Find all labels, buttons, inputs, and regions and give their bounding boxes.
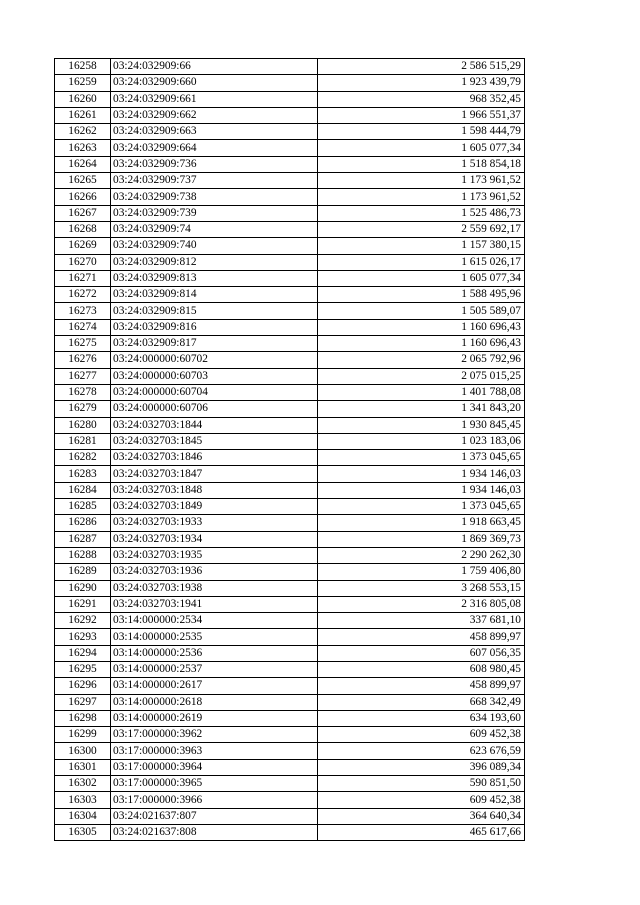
value-cell: 668 342,49 [318,694,525,710]
cadastral-number-cell: 03:14:000000:2535 [111,629,318,645]
table-row [55,645,525,661]
value-cell: 1 173 961,52 [318,173,525,189]
value-cell: 1 923 439,79 [318,75,525,91]
value-cell: 2 065 792,96 [318,352,525,368]
table-row [55,482,525,498]
value-cell: 1 918 663,45 [318,515,525,531]
table-row [55,776,525,792]
row-number-cell: 16305 [55,824,111,840]
cadastral-number-cell: 03:24:032909:736 [111,156,318,172]
value-cell: 2 075 015,25 [318,368,525,384]
cadastral-number-cell: 03:24:032909:815 [111,303,318,319]
table-row [55,613,525,629]
table-row [55,205,525,221]
value-cell: 607 056,35 [318,645,525,661]
row-number-cell: 16268 [55,221,111,237]
row-number-cell: 16303 [55,792,111,808]
row-number-cell: 16283 [55,466,111,482]
value-cell: 1 615 026,17 [318,254,525,270]
cadastral-number-cell: 03:24:032703:1935 [111,547,318,563]
row-number-cell: 16269 [55,238,111,254]
cadastral-number-cell: 03:24:032703:1846 [111,450,318,466]
row-number-cell: 16293 [55,629,111,645]
table-row [55,792,525,808]
table-row [55,107,525,123]
cadastral-number-cell: 03:24:032909:740 [111,238,318,254]
value-cell: 609 452,38 [318,792,525,808]
cadastral-number-cell: 03:24:032703:1845 [111,433,318,449]
value-cell: 1 598 444,79 [318,124,525,140]
row-number-cell: 16298 [55,710,111,726]
value-cell: 1 160 696,43 [318,336,525,352]
table-row [55,759,525,775]
cadastral-number-cell: 03:24:000000:60704 [111,384,318,400]
table-row [55,678,525,694]
cadastral-number-cell: 03:24:032703:1938 [111,580,318,596]
row-number-cell: 16263 [55,140,111,156]
cadastral-number-cell: 03:24:032909:664 [111,140,318,156]
cadastral-number-cell: 03:24:032909:812 [111,254,318,270]
table-row [55,59,525,75]
table-row [55,596,525,612]
value-cell: 3 268 553,15 [318,580,525,596]
cadastral-number-cell: 03:24:032703:1941 [111,596,318,612]
row-number-cell: 16273 [55,303,111,319]
cadastral-number-cell: 03:24:032909:739 [111,205,318,221]
value-cell: 634 193,60 [318,710,525,726]
cadastral-number-cell: 03:24:032909:814 [111,287,318,303]
cadastral-number-cell: 03:24:032909:660 [111,75,318,91]
document-page [54,58,525,841]
row-number-cell: 16279 [55,401,111,417]
row-number-cell: 16260 [55,91,111,107]
table-row [55,466,525,482]
value-cell: 1 759 406,80 [318,564,525,580]
value-cell: 1 934 146,03 [318,482,525,498]
row-number-cell: 16282 [55,450,111,466]
table-row [55,173,525,189]
cadastral-number-cell: 03:24:032909:661 [111,91,318,107]
row-number-cell: 16301 [55,759,111,775]
row-number-cell: 16281 [55,433,111,449]
value-cell: 1 160 696,43 [318,319,525,335]
cadastral-value-table [54,58,525,841]
row-number-cell: 16289 [55,564,111,580]
value-cell: 609 452,38 [318,727,525,743]
table-row [55,547,525,563]
value-cell: 1 966 551,37 [318,107,525,123]
table-row [55,254,525,270]
row-number-cell: 16274 [55,319,111,335]
value-cell: 1 401 788,08 [318,384,525,400]
row-number-cell: 16272 [55,287,111,303]
value-cell: 458 899,97 [318,629,525,645]
table-row [55,352,525,368]
row-number-cell: 16297 [55,694,111,710]
value-cell: 1 605 077,34 [318,270,525,286]
row-number-cell: 16271 [55,270,111,286]
value-cell: 2 586 515,29 [318,59,525,75]
table-body [55,59,525,841]
table-row [55,564,525,580]
table-row [55,433,525,449]
value-cell: 458 899,97 [318,678,525,694]
cadastral-number-cell: 03:14:000000:2619 [111,710,318,726]
table-row [55,303,525,319]
table-row [55,824,525,840]
cadastral-number-cell: 03:24:000000:60702 [111,352,318,368]
row-number-cell: 16265 [55,173,111,189]
table-row [55,189,525,205]
table-row [55,499,525,515]
table-row [55,319,525,335]
table-row [55,221,525,237]
row-number-cell: 16259 [55,75,111,91]
table-row [55,156,525,172]
value-cell: 1 525 486,73 [318,205,525,221]
row-number-cell: 16286 [55,515,111,531]
cadastral-number-cell: 03:24:032703:1933 [111,515,318,531]
cadastral-number-cell: 03:24:032703:1936 [111,564,318,580]
value-cell: 337 681,10 [318,613,525,629]
table-row [55,515,525,531]
value-cell: 465 617,66 [318,824,525,840]
row-number-cell: 16295 [55,661,111,677]
cadastral-number-cell: 03:24:032703:1934 [111,531,318,547]
cadastral-number-cell: 03:24:021637:808 [111,824,318,840]
cadastral-number-cell: 03:24:032909:74 [111,221,318,237]
table-row [55,75,525,91]
value-cell: 1 605 077,34 [318,140,525,156]
value-cell: 1 373 045,65 [318,450,525,466]
row-number-cell: 16291 [55,596,111,612]
value-cell: 968 352,45 [318,91,525,107]
table-row [55,384,525,400]
value-cell: 1 869 369,73 [318,531,525,547]
row-number-cell: 16277 [55,368,111,384]
table-row [55,238,525,254]
cadastral-number-cell: 03:24:032909:738 [111,189,318,205]
row-number-cell: 16266 [55,189,111,205]
cadastral-number-cell: 03:24:000000:60703 [111,368,318,384]
row-number-cell: 16264 [55,156,111,172]
row-number-cell: 16275 [55,336,111,352]
cadastral-number-cell: 03:14:000000:2536 [111,645,318,661]
cadastral-number-cell: 03:17:000000:3966 [111,792,318,808]
cadastral-number-cell: 03:24:032909:817 [111,336,318,352]
value-cell: 1 588 495,96 [318,287,525,303]
value-cell: 2 559 692,17 [318,221,525,237]
value-cell: 608 980,45 [318,661,525,677]
row-number-cell: 16287 [55,531,111,547]
row-number-cell: 16299 [55,727,111,743]
row-number-cell: 16276 [55,352,111,368]
row-number-cell: 16278 [55,384,111,400]
table-row [55,450,525,466]
row-number-cell: 16290 [55,580,111,596]
value-cell: 1 023 183,06 [318,433,525,449]
table-row [55,417,525,433]
cadastral-number-cell: 03:24:032703:1849 [111,499,318,515]
table-row [55,124,525,140]
value-cell: 2 290 262,30 [318,547,525,563]
table-row [55,401,525,417]
cadastral-number-cell: 03:24:032909:663 [111,124,318,140]
value-cell: 590 851,50 [318,776,525,792]
value-cell: 1 341 843,20 [318,401,525,417]
table-row [55,368,525,384]
row-number-cell: 16280 [55,417,111,433]
cadastral-number-cell: 03:24:000000:60706 [111,401,318,417]
value-cell: 1 930 845,45 [318,417,525,433]
row-number-cell: 16288 [55,547,111,563]
table-row [55,694,525,710]
table-row [55,727,525,743]
row-number-cell: 16270 [55,254,111,270]
row-number-cell: 16302 [55,776,111,792]
table-row [55,580,525,596]
table-row [55,661,525,677]
row-number-cell: 16296 [55,678,111,694]
cadastral-number-cell: 03:17:000000:3964 [111,759,318,775]
row-number-cell: 16285 [55,499,111,515]
table-row [55,140,525,156]
row-number-cell: 16304 [55,808,111,824]
cadastral-number-cell: 03:14:000000:2617 [111,678,318,694]
cadastral-number-cell: 03:17:000000:3962 [111,727,318,743]
cadastral-number-cell: 03:24:032909:737 [111,173,318,189]
table-row [55,91,525,107]
value-cell: 364 640,34 [318,808,525,824]
cadastral-number-cell: 03:24:032909:813 [111,270,318,286]
table-row [55,287,525,303]
cadastral-number-cell: 03:24:032909:662 [111,107,318,123]
table-row [55,808,525,824]
cadastral-number-cell: 03:14:000000:2534 [111,613,318,629]
table-row [55,270,525,286]
cadastral-number-cell: 03:14:000000:2537 [111,661,318,677]
row-number-cell: 16292 [55,613,111,629]
table-row [55,531,525,547]
value-cell: 396 089,34 [318,759,525,775]
cadastral-number-cell: 03:24:032703:1848 [111,482,318,498]
row-number-cell: 16262 [55,124,111,140]
value-cell: 1 373 045,65 [318,499,525,515]
row-number-cell: 16258 [55,59,111,75]
row-number-cell: 16267 [55,205,111,221]
cadastral-number-cell: 03:24:032703:1847 [111,466,318,482]
cadastral-number-cell: 03:24:032909:66 [111,59,318,75]
cadastral-number-cell: 03:17:000000:3963 [111,743,318,759]
cadastral-number-cell: 03:24:032703:1844 [111,417,318,433]
cadastral-number-cell: 03:17:000000:3965 [111,776,318,792]
value-cell: 1 157 380,15 [318,238,525,254]
value-cell: 1 934 146,03 [318,466,525,482]
table-row [55,336,525,352]
row-number-cell: 16284 [55,482,111,498]
cadastral-number-cell: 03:14:000000:2618 [111,694,318,710]
row-number-cell: 16261 [55,107,111,123]
table-row [55,710,525,726]
table-row [55,743,525,759]
row-number-cell: 16294 [55,645,111,661]
value-cell: 1 505 589,07 [318,303,525,319]
value-cell: 1 518 854,18 [318,156,525,172]
value-cell: 1 173 961,52 [318,189,525,205]
value-cell: 2 316 805,08 [318,596,525,612]
row-number-cell: 16300 [55,743,111,759]
cadastral-number-cell: 03:24:032909:816 [111,319,318,335]
table-row [55,629,525,645]
cadastral-number-cell: 03:24:021637:807 [111,808,318,824]
value-cell: 623 676,59 [318,743,525,759]
